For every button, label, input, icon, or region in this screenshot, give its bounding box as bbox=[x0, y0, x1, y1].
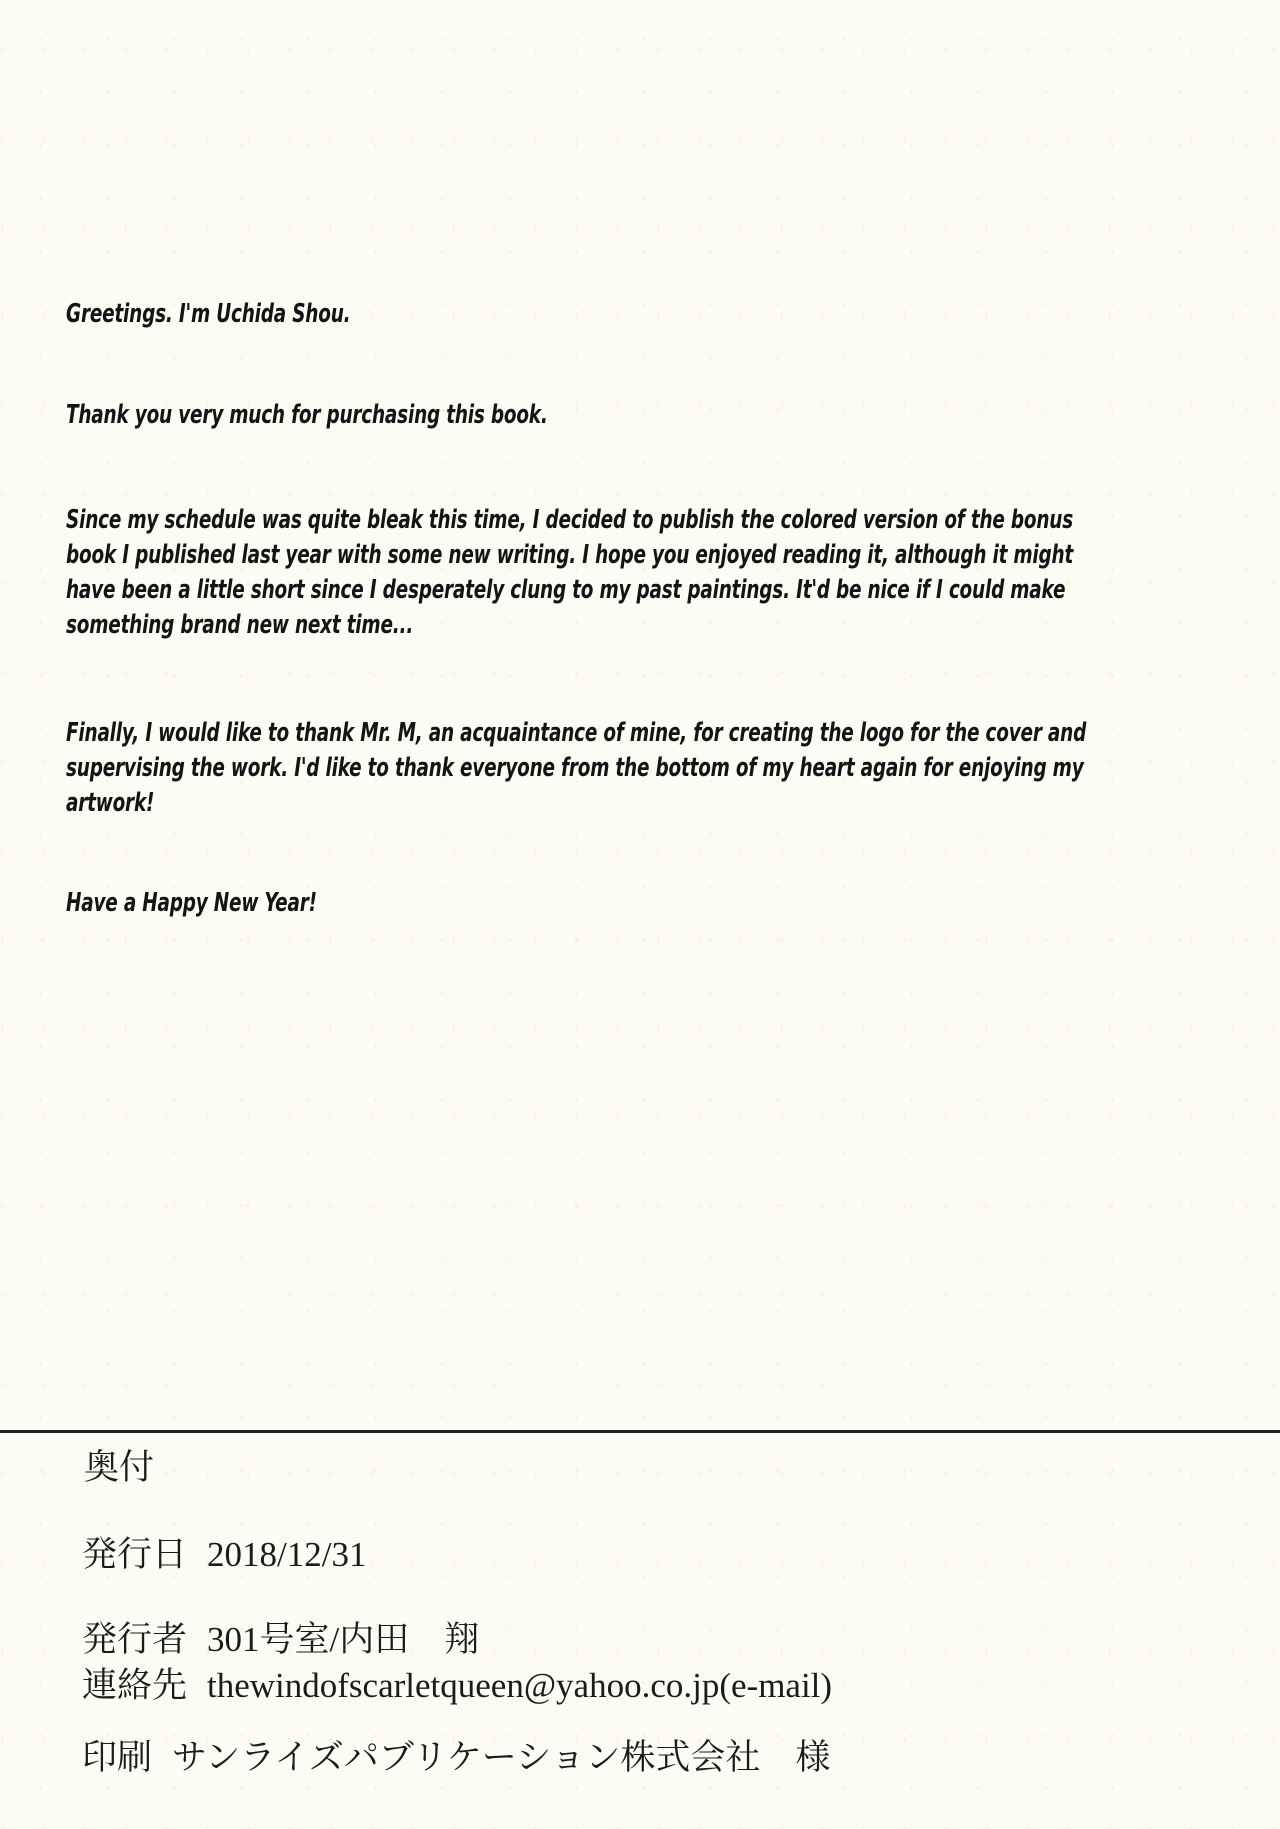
colophon-row-contact bbox=[82, 1666, 832, 1706]
colophon-row-publish-date bbox=[82, 1535, 366, 1575]
text-line: supervising the work. I'd like to thank everyone from the bottom of my heart again for enjoying my bbox=[66, 753, 1084, 783]
text-line: Since my schedule was quite bleak this time, I decided to publish the colored version of the bonus bbox=[66, 505, 1074, 535]
colophon-divider bbox=[0, 1430, 1280, 1433]
text-line: artwork! bbox=[66, 788, 155, 818]
paragraph-schedule bbox=[66, 503, 1280, 643]
colophon-title: 奥付 bbox=[84, 1448, 155, 1487]
text-line: book I published last year with some new writing. I hope you enjoyed reading it, although it might bbox=[66, 540, 1074, 570]
publisher-value: 301号室/内田 翔 bbox=[207, 1620, 480, 1659]
paragraph-thanks bbox=[66, 398, 744, 433]
publish-date-label: 発行日 bbox=[82, 1535, 188, 1574]
paragraph-greeting bbox=[66, 297, 467, 332]
colophon-row-printer bbox=[82, 1738, 830, 1778]
contact-label: 連絡先 bbox=[82, 1666, 188, 1705]
text-line: Have a Happy New Year! bbox=[66, 888, 317, 918]
colophon-row-publisher bbox=[82, 1620, 479, 1660]
text-line: Finally, I would like to thank Mr. M, an acquaintance of mine, for creating the logo for the cover and bbox=[66, 718, 1087, 748]
printer-value: サンライズパブリケーション株式会社 様 bbox=[172, 1738, 831, 1777]
text-line: something brand new next time... bbox=[66, 610, 414, 640]
contact-email-value: thewindofscarletqueen@yahoo.co.jp(e-mail) bbox=[207, 1666, 833, 1705]
text-line: Greetings. I'm Uchida Shou. bbox=[66, 299, 351, 329]
text-line: have been a little short since I desperately clung to my past paintings. It'd be nice if I could make bbox=[66, 575, 1066, 605]
publisher-label: 発行者 bbox=[82, 1620, 188, 1659]
paragraph-new-year bbox=[66, 886, 419, 921]
text-line: Thank you very much for purchasing this book. bbox=[66, 400, 548, 430]
printer-label: 印刷 bbox=[82, 1738, 153, 1777]
paragraph-acknowledgement bbox=[66, 716, 1280, 821]
publish-date-value: 2018/12/31 bbox=[207, 1535, 367, 1574]
